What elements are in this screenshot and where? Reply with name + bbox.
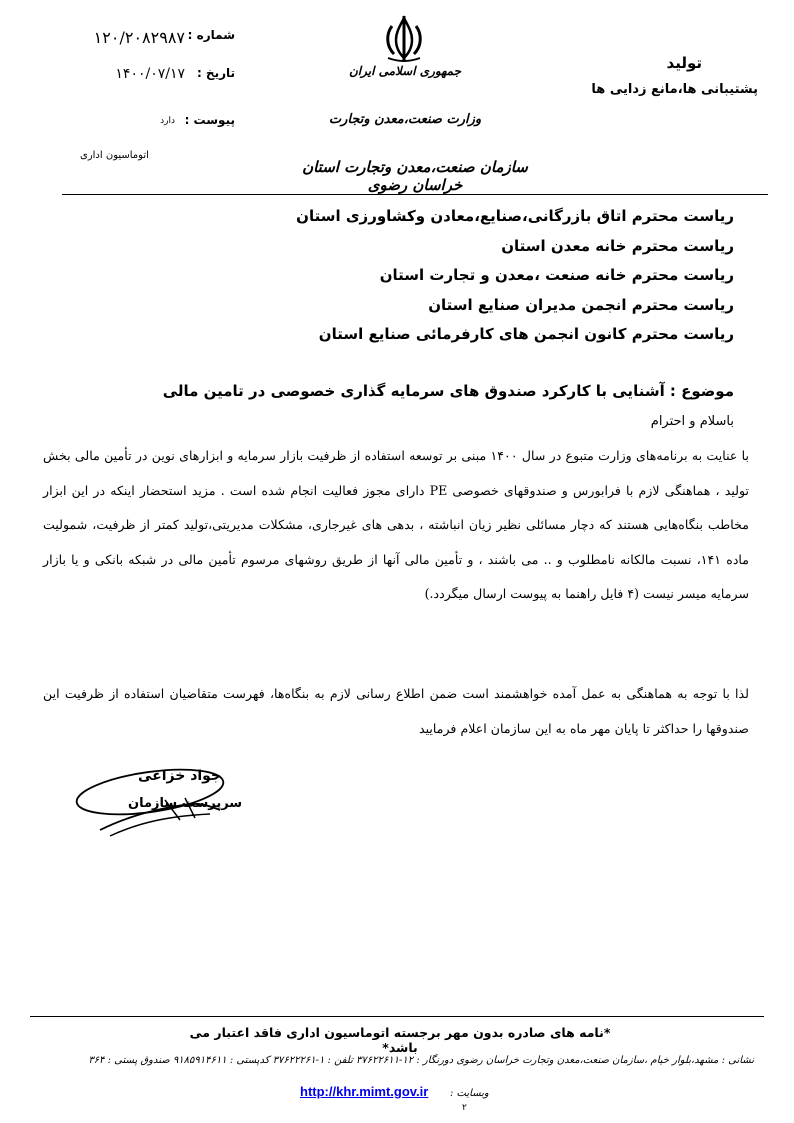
letter-attachment-value: دارد [160,116,175,126]
letter-number-row [55,28,235,50]
recipient-item: ریاست محترم کانون انجمن های کارفرمائی صنایع استان [318,325,734,343]
greeting: باسلام و احترام [650,414,734,429]
recipient-item: ریاست محترم خانه صنعت ،معدن و تجارت استان [379,266,734,284]
body-paragraph-1: با عنایت به برنامه‌های وزارت متبوع در سال ۱۴۰۰ مبنی بر توسعه استفاده از ظرفیت بازار سرمایه و ابزارهای نوین در تأمین مالی بخش تولید ، هماهنگی لازم با فرابورس و صندوقهای خصوصی PE دارای مجوز فعالیت انجام شده است . مزید استحضار اینکه در این ابزار مخاطب بنگاه‌هایی هستند که دچار مسائلی نظیر زیان انباشته ، بدهی های غیرجاری، مشکلات مدیریتی،تولید کمتر از ظرفیت، شمولیت ماده ۱۴۱، نسبت مالکانه نامطلوب و .. می باشند ، و تأمین مالی آنها از طریق روشهای مرسوم تأمین مالی در شبکه بانکی و یا بازار سرمایه میسر نیست (۴ فایل راهنما به پیوست ارسال میگردد.) [43,448,750,601]
letter-date-row [55,66,235,88]
footer-notice: *نامه های صادره بدون مهر برجسته اتوماسیون اداری فاقد اعتبار می باشد* [189,1025,611,1055]
letter-attachment-label: پیوست : [184,113,235,127]
recipient-item: ریاست محترم انجمن مدیران صنایع استان [428,295,734,314]
recipient-item: ریاست محترم خانه معدن استان [501,236,734,255]
department-subtitle: پشتیبانی ها،مانع زدایی ها [591,82,758,97]
footer-divider [30,1016,764,1017]
recipient-list [134,206,734,354]
letter-number-label: شماره : [187,28,235,42]
letter-subject: موضوع : آشنایی با کارکرد صندوق های سرمایه گذاری خصوصی در تامین مالی [162,382,734,400]
recipient-item: ریاست محترم اتاق بازرگانی،صنایع،معادن وکشاورزی استان [296,207,734,225]
ministry-title: وزارت صنعت،معدن وتجارت [328,112,482,127]
signatory-title: سرپرست سازمان [128,796,243,811]
letter-date-label: تاریخ : [196,66,235,80]
letter-attachment-row [55,113,235,135]
iran-emblem-icon [378,12,430,64]
body-paragraph-2: لذا با توجه به هماهنگی به عمل آمده خواهشمند است ضمن اطلاع رسانی لازم به بنگاه‌ها، فهرست متقاضیان استفاده از ظرفیت این صندوقها را حداکثر تا پایان مهر ماه به این سازمان اعلام فرمایید [43,686,749,736]
footer-website-label: وبسایت : [450,1088,489,1099]
website-link[interactable]: http://khr.mimt.gov.ir [300,1084,429,1099]
republic-title: جمهوری اسلامی ایران [348,64,462,78]
letter-number-value: ۱۲۰/۲۰۸۲۹۸۷ [93,28,185,47]
organization-title: سازمان صنعت،معدن وتجارت استان خراسان رضوی [302,158,528,194]
automation-label: اتوماسیون اداری [80,150,149,161]
page-number: ۲ [462,1103,467,1113]
header-divider [62,194,768,195]
signatory-name: جواد خزاعی [138,768,222,784]
footer-address: نشانی : مشهد،بلوار خیام ،سازمان صنعت،معدن وتجارت خراسان رضوی دورنگار : ۱۲-۳۷۶۲۲۶۱۱ تلفن : ۱-۳۷۶۲۲۲۶۱ کدپستی : ۹۱۸۵۹۱۴۶۱۱ صندوق پستی : ۳۶۴ [88,1055,754,1066]
letter-date-value: ۱۴۰۰/۰۷/۱۷ [115,66,185,82]
department-title: تولید [666,54,702,72]
